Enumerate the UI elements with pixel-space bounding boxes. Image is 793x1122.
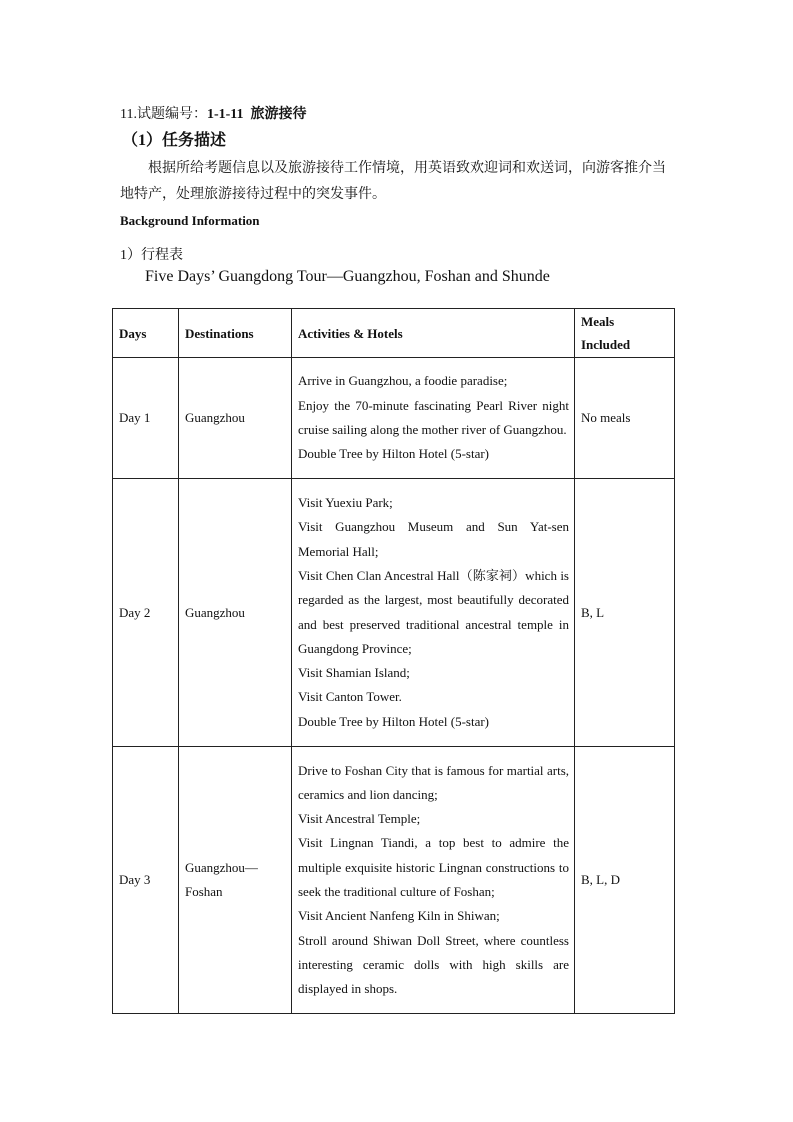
activities-cell [292,479,575,747]
day-cell: Day 1 [113,358,179,479]
header-activities: Activities & Hotels [292,309,575,358]
activity-line: Stroll around Shiwan Doll Street, where countless interesting ceramic dolls with high skills are displayed in shops. [298,932,569,997]
table-header-row [113,309,675,358]
question-name: 旅游接待 [250,107,307,122]
itinerary-label: 1）行程表 [120,248,183,263]
activity-line: Visit Lingnan Tiandi, a top best to admire the multiple exquisite historic Lingnan constructions to seek the traditional culture of Foshan; [298,835,569,899]
activities-cell [292,358,575,479]
activity-line: Visit Ancestral Temple; [298,811,421,827]
destination-cell [179,358,292,479]
activity-line: Visit Canton Tower. [298,689,402,705]
activity-line: Arrive in Guangzhou, a foodie paradise; [298,373,508,389]
itinerary-table [112,308,675,1014]
destination-line: Guangzhou [185,410,245,425]
destination-cell [179,479,292,747]
task-description: 根据所给考题信息以及旅游接待工作情境，用英语致欢迎词和欢送词，向游客推介当地特产，处理旅游接待过程中的突发事件。 [120,161,666,202]
activity-line: Visit Shamian Island; [298,665,410,681]
destination-line: Guangzhou [185,604,245,620]
tour-title: Five Days’ Guangdong Tour—Guangzhou, Foshan and Shunde [145,268,550,285]
header-meals-line1: Meals [581,314,615,329]
activity-line: Drive to Foshan City that is famous for martial arts, ceramics and lion dancing; [298,762,569,802]
header-destinations: Destinations [179,309,292,358]
header-days: Days [113,309,179,358]
header-meals-line2: Included [581,337,631,352]
question-prefix: 11.试题编号： [120,107,207,122]
meals-cell: No meals [575,358,675,479]
activity-line: Double Tree by Hilton Hotel (5-star) [298,713,490,729]
activities-cell [292,747,575,1014]
destination-line: Guangzhou— [185,860,258,875]
destination-line: Foshan [185,884,223,899]
destination-cell [179,747,292,1014]
header-meals [575,309,675,358]
activity-line: Double Tree by Hilton Hotel (5-star) [298,446,490,462]
activity-line: Enjoy the 70-minute fascinating Pearl River night cruise sailing along the mother river of Guangzhou. [298,397,569,437]
activity-line: Visit Chen Clan Ancestral Hall（陈家祠）which is regarded as the largest, most beautifully decorated and best preserved traditional ancestral temple in Guangdong Province; [298,567,569,656]
activity-line: Visit Guangzhou Museum and Sun Yat-sen Memorial Hall; [298,519,569,559]
day-cell: Day 3 [113,747,179,1014]
meals-cell: B, L [575,479,675,747]
meals-cell: B, L, D [575,747,675,1014]
table-row [113,479,675,747]
table-row [113,358,675,479]
task-heading: （1）任务描述 [122,132,227,149]
question-title [120,103,307,123]
background-heading: Background Information [120,213,260,228]
question-code: 1-1-11 [206,107,244,122]
activity-line: Visit Yuexiu Park; [298,495,393,511]
table-row [113,747,675,1014]
activity-line: Visit Ancient Nanfeng Kiln in Shiwan; [298,908,500,924]
day-cell: Day 2 [113,479,179,747]
